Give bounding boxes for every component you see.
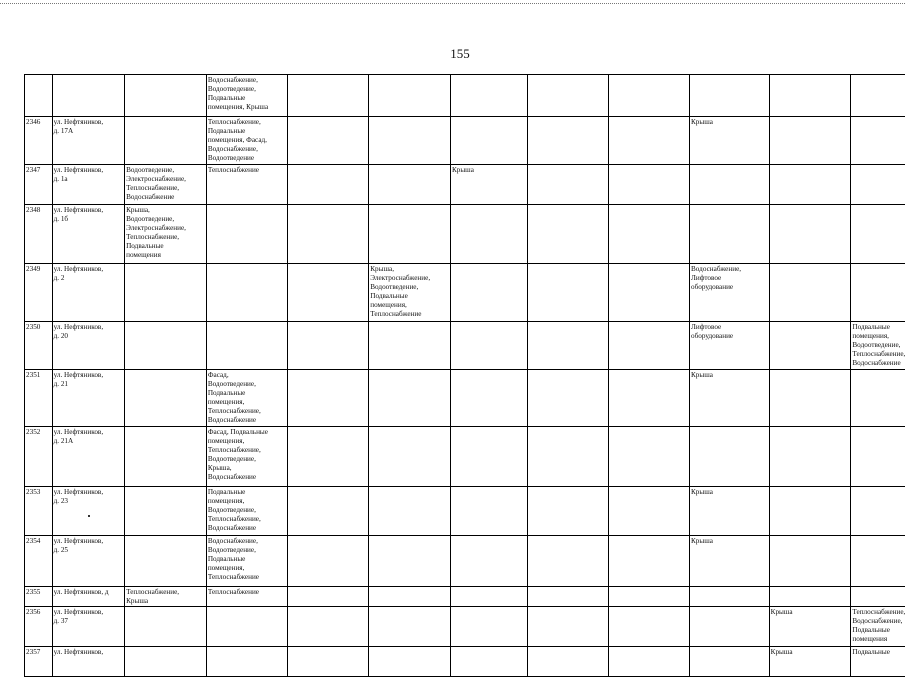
row-number-cell: 2355	[25, 587, 53, 607]
work-type-cell	[125, 75, 207, 117]
address-text: ул. Нефтяников, д. 37	[54, 608, 124, 626]
row-number-cell: 2357	[25, 647, 53, 677]
work-type-cell	[527, 587, 609, 607]
work-type-cell	[450, 607, 527, 647]
work-type-cell	[369, 75, 451, 117]
table-row	[25, 117, 905, 165]
work-type-cell	[851, 75, 905, 117]
page-number: 155	[440, 46, 480, 62]
address-text: ул. Нефтяников, д. 25	[54, 537, 124, 555]
work-type-cell	[609, 427, 690, 487]
work-type-cell	[287, 75, 369, 117]
work-type-cell	[206, 75, 287, 117]
row-number-cell: 2354	[25, 536, 53, 587]
work-type-cell	[690, 117, 770, 165]
address-text: ул. Нефтяников, д. 1а	[54, 166, 124, 184]
work-type-cell	[369, 587, 451, 607]
work-type-text: Крыша	[691, 537, 768, 546]
work-type-cell	[125, 487, 207, 536]
work-type-cell	[690, 647, 770, 677]
work-type-cell	[206, 165, 287, 205]
work-type-cell	[206, 587, 287, 607]
work-type-cell	[287, 205, 369, 264]
work-type-cell	[851, 165, 905, 205]
work-type-cell	[125, 322, 207, 370]
work-type-cell	[287, 370, 369, 427]
table-row	[25, 370, 905, 427]
row-number-cell: 2356	[25, 607, 53, 647]
work-type-text: Теплоснабжение, Водоснабжение, Подвальные помещения	[852, 608, 905, 644]
work-type-text: Крыша, Водоотведение, Электроснабжение, Теплоснабжение, Подвальные помещения	[126, 206, 205, 261]
work-type-cell	[206, 264, 287, 322]
address-cell	[52, 165, 125, 205]
work-type-cell	[690, 536, 770, 587]
scan-top-edge-line	[0, 3, 905, 4]
work-type-cell	[609, 165, 690, 205]
work-type-cell	[369, 264, 451, 322]
work-type-cell	[450, 205, 527, 264]
work-type-text: Фасад, Подвальные помещения, Теплоснабжение, Водоотведение, Крыша, Водоснабжение	[208, 428, 286, 483]
work-type-cell	[769, 75, 851, 117]
table-row	[25, 607, 905, 647]
work-type-cell	[609, 370, 690, 427]
table-row	[25, 205, 905, 264]
work-type-text: Теплоснабжение	[208, 166, 286, 175]
address-text: ул. Нефтяников, д. 17А	[54, 118, 124, 136]
row-number-cell: 2351	[25, 370, 53, 427]
row-number-cell: 2346	[25, 117, 53, 165]
work-type-text: Фасад, Водоотведение, Подвальные помещения, Теплоснабжение, Водоснабжение	[208, 371, 286, 426]
work-type-cell	[450, 165, 527, 205]
work-type-cell	[769, 587, 851, 607]
work-type-cell	[609, 117, 690, 165]
work-type-text: Крыша	[452, 166, 526, 175]
work-type-cell	[690, 165, 770, 205]
work-type-cell	[527, 607, 609, 647]
table-row	[25, 427, 905, 487]
work-type-text: Теплоснабжение	[208, 588, 286, 597]
work-type-cell	[769, 264, 851, 322]
row-number-cell: 2350	[25, 322, 53, 370]
work-type-cell	[769, 205, 851, 264]
table-body	[25, 75, 905, 677]
work-type-cell	[125, 264, 207, 322]
address-cell	[52, 117, 125, 165]
work-type-cell	[450, 427, 527, 487]
work-type-cell	[125, 117, 207, 165]
work-type-cell	[125, 647, 207, 677]
work-type-cell	[450, 487, 527, 536]
address-text: ул. Нефтяников, д. 21	[54, 371, 124, 389]
work-type-cell	[125, 536, 207, 587]
work-type-cell	[609, 607, 690, 647]
work-type-cell	[527, 536, 609, 587]
work-type-cell	[369, 487, 451, 536]
work-type-cell	[769, 427, 851, 487]
work-type-cell	[369, 205, 451, 264]
work-type-cell	[527, 370, 609, 427]
address-cell	[52, 264, 125, 322]
work-type-cell	[450, 370, 527, 427]
work-type-text: Крыша, Электроснабжение, Водоотведение, Подвальные помещения, Теплоснабжение	[370, 265, 449, 320]
work-type-cell	[609, 647, 690, 677]
work-type-cell	[125, 587, 207, 607]
address-cell	[52, 536, 125, 587]
work-type-cell	[769, 487, 851, 536]
work-type-cell	[369, 607, 451, 647]
work-type-cell	[527, 117, 609, 165]
work-type-cell	[609, 322, 690, 370]
work-type-text: Водоотведение, Электроснабжение, Теплоснабжение, Водоснабжение	[126, 166, 205, 202]
work-type-cell	[125, 205, 207, 264]
work-type-cell	[206, 370, 287, 427]
work-type-cell	[609, 205, 690, 264]
work-type-cell	[287, 647, 369, 677]
address-text: ул. Нефтяников, д. 20	[54, 323, 124, 341]
work-type-cell	[609, 264, 690, 322]
address-cell	[52, 370, 125, 427]
address-cell	[52, 205, 125, 264]
table-row	[25, 487, 905, 536]
work-type-cell	[125, 427, 207, 487]
work-type-cell	[690, 487, 770, 536]
work-type-cell	[690, 205, 770, 264]
work-type-cell	[851, 322, 905, 370]
work-type-text: Крыша	[771, 648, 850, 657]
work-type-cell	[206, 536, 287, 587]
work-type-text: Теплоснабжение, Крыша	[126, 588, 205, 606]
work-type-cell	[369, 370, 451, 427]
work-type-cell	[527, 427, 609, 487]
work-type-cell	[851, 607, 905, 647]
work-type-cell	[851, 647, 905, 677]
table-row	[25, 165, 905, 205]
work-type-text: Теплоснабжение, Подвальные помещения, Фасад, Водоснабжение, Водоотведение	[208, 118, 286, 163]
table-row	[25, 322, 905, 370]
address-text: ул. Нефтяников, д. 21А	[54, 428, 124, 446]
work-type-cell	[609, 487, 690, 536]
work-type-cell	[527, 75, 609, 117]
work-type-cell	[609, 587, 690, 607]
work-type-cell	[851, 587, 905, 607]
work-type-cell	[287, 536, 369, 587]
address-text: ул. Нефтяников, д. 1б	[54, 206, 124, 224]
work-type-cell	[851, 264, 905, 322]
address-cell	[52, 427, 125, 487]
work-type-cell	[690, 75, 770, 117]
table-row	[25, 536, 905, 587]
work-type-cell	[287, 322, 369, 370]
work-type-text: Крыша	[691, 118, 768, 127]
address-cell	[52, 647, 125, 677]
work-type-cell	[450, 322, 527, 370]
work-type-cell	[769, 117, 851, 165]
work-type-cell	[527, 487, 609, 536]
work-type-cell	[450, 647, 527, 677]
work-type-cell	[527, 647, 609, 677]
address-text: ул. Нефтяников, д. 23	[54, 488, 124, 506]
repair-schedule-table	[24, 74, 905, 677]
row-number-cell: 2353	[25, 487, 53, 536]
work-type-cell	[287, 487, 369, 536]
work-type-cell	[690, 587, 770, 607]
work-type-text: Водоснабжение, Водоотведение, Подвальные помещения, Теплоснабжение	[208, 537, 286, 582]
work-type-cell	[206, 205, 287, 264]
address-text: ул. Нефтяников,	[54, 648, 124, 657]
work-type-cell	[369, 117, 451, 165]
row-number-cell: 2352	[25, 427, 53, 487]
work-type-cell	[450, 264, 527, 322]
table-row	[25, 647, 905, 677]
work-type-cell	[527, 205, 609, 264]
address-text: ул. Нефтяников, д	[54, 588, 124, 597]
row-number-cell: 2347	[25, 165, 53, 205]
table-row	[25, 587, 905, 607]
work-type-cell	[527, 165, 609, 205]
work-type-text: Водоснабжение, Водоотведение, Подвальные помещения, Крыша	[208, 76, 286, 112]
work-type-cell	[690, 427, 770, 487]
work-type-cell	[287, 427, 369, 487]
work-type-cell	[851, 536, 905, 587]
work-type-cell	[690, 264, 770, 322]
work-type-cell	[125, 370, 207, 427]
work-type-cell	[851, 117, 905, 165]
work-type-text: Крыша	[691, 488, 768, 497]
address-text: ул. Нефтяников, д. 2	[54, 265, 124, 283]
work-type-text: Подвальные помещения, Водоотведение, Теплоснабжение, Водоснабжение	[852, 323, 905, 368]
work-type-cell	[769, 322, 851, 370]
address-cell	[52, 587, 125, 607]
work-type-cell	[369, 165, 451, 205]
row-number-cell: 2348	[25, 205, 53, 264]
work-type-cell	[287, 264, 369, 322]
work-type-cell	[206, 647, 287, 677]
work-type-cell	[527, 322, 609, 370]
work-type-cell	[769, 607, 851, 647]
work-type-cell	[369, 536, 451, 587]
work-type-cell	[690, 370, 770, 427]
address-cell	[52, 322, 125, 370]
work-type-cell	[206, 427, 287, 487]
address-cell	[52, 607, 125, 647]
work-type-cell	[206, 607, 287, 647]
work-type-cell	[287, 117, 369, 165]
work-type-cell	[125, 165, 207, 205]
work-type-cell	[450, 117, 527, 165]
work-type-text: Лифтовое оборудование	[691, 323, 768, 341]
work-type-cell	[769, 165, 851, 205]
work-type-cell	[769, 647, 851, 677]
work-type-text: Крыша	[771, 608, 850, 617]
work-type-cell	[690, 322, 770, 370]
work-type-cell	[851, 370, 905, 427]
work-type-text: Крыша	[691, 371, 768, 380]
work-type-cell	[769, 370, 851, 427]
work-type-cell	[206, 487, 287, 536]
work-type-cell	[369, 427, 451, 487]
work-type-cell	[769, 536, 851, 587]
work-type-text: Подвальные	[852, 648, 905, 657]
work-type-cell	[450, 587, 527, 607]
work-type-cell	[690, 607, 770, 647]
work-type-cell	[851, 205, 905, 264]
work-type-cell	[609, 536, 690, 587]
work-type-cell	[287, 587, 369, 607]
row-number-cell	[25, 75, 53, 117]
work-type-cell	[450, 75, 527, 117]
work-type-text: Водоснабжение, Лифтовое оборудование	[691, 265, 768, 292]
work-type-cell	[206, 117, 287, 165]
work-type-cell	[851, 487, 905, 536]
work-type-cell	[369, 322, 451, 370]
work-type-cell	[851, 427, 905, 487]
work-type-text: Подвальные помещения, Водоотведение, Теплоснабжение, Водоснабжение	[208, 488, 286, 533]
work-type-cell	[287, 607, 369, 647]
work-type-cell	[206, 322, 287, 370]
row-number-cell: 2349	[25, 264, 53, 322]
work-type-cell	[369, 647, 451, 677]
table-row	[25, 264, 905, 322]
address-cell	[52, 487, 125, 536]
work-type-cell	[287, 165, 369, 205]
address-cell	[52, 75, 125, 117]
work-type-cell	[450, 536, 527, 587]
work-type-cell	[609, 75, 690, 117]
table-row	[25, 75, 905, 117]
work-type-cell	[125, 607, 207, 647]
work-type-cell	[527, 264, 609, 322]
